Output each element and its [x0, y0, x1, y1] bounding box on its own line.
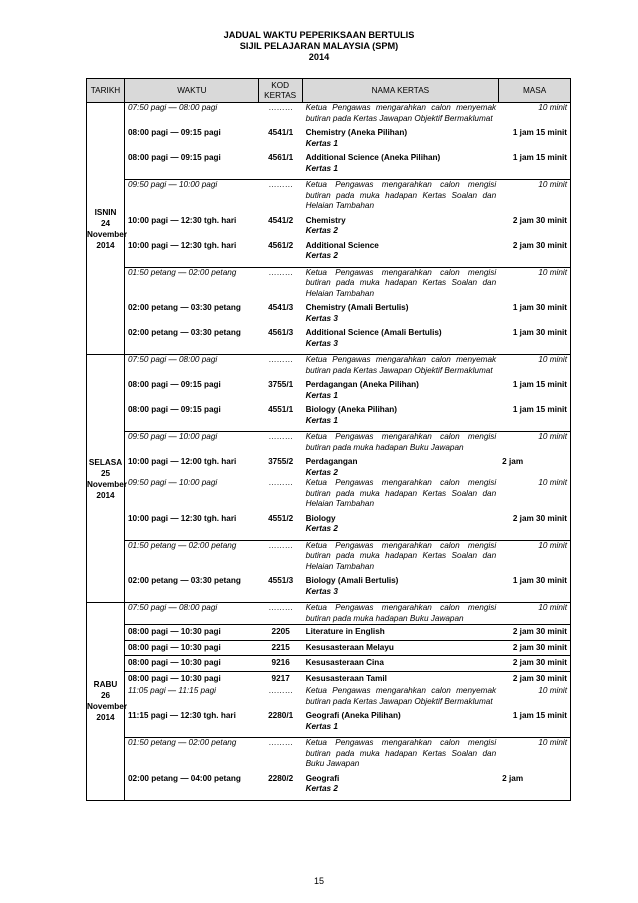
header-kod: KOD KERTAS [259, 79, 303, 102]
instruction-text: Ketua Pengawas mengarahkan calon mengisi butiran pada muka hadapan Buku Jawapan [305, 432, 497, 452]
date-line: ISNIN [94, 207, 117, 217]
header-nama: NAMA KERTAS [303, 79, 500, 102]
paper-name: Biology (Amali Bertulis) [305, 576, 399, 585]
exam-paper-row [125, 328, 570, 349]
paper-name-cell [303, 153, 500, 174]
paper-name: Perdagangan (Aneka Pilihan) [305, 380, 419, 389]
paper-code: ……… [268, 738, 293, 747]
date-line: 2014 [96, 240, 115, 250]
duration: 2 jam 30 minit [512, 627, 567, 636]
paper-code: 3755/2 [268, 457, 294, 466]
duration: 10 minit [538, 103, 567, 112]
duration: 1 jam 15 minit [512, 128, 567, 137]
header-masa: MASA [522, 86, 547, 95]
time-slot: 08:00 pagi — 10:30 pagi [128, 673, 221, 683]
duration: 2 jam 30 minit [512, 642, 567, 652]
time-slot: 09:50 pagi — 10:00 pagi [128, 478, 218, 487]
paper-code: ……… [268, 540, 293, 550]
header-group [125, 79, 571, 103]
paper-code: 4561/1 [268, 153, 294, 162]
paper-name: Geografi (Aneka Pilihan) [305, 711, 401, 720]
paper-code: 2205 [271, 627, 290, 636]
instruction-text: Ketua Pengawas mengarahkan calon mengisi butiran pada muka hadapan Kertas Soalan dan Buku Jawapan [305, 738, 497, 768]
exam-paper-row [125, 655, 570, 671]
paper-name: Additional Science [305, 240, 379, 250]
exam-paper-row [125, 640, 570, 656]
duration: 10 minit [538, 478, 567, 487]
paper-number: Kertas 2 [305, 467, 338, 477]
paper-name-cell [303, 674, 500, 685]
instruction-text: Ketua Pengawas mengarahkan calon mengisi butiran pada muka hadapan Kertas Soalan dan Helaian Tambahan [305, 478, 497, 508]
paper-name-cell [303, 405, 500, 426]
exam-timetable [86, 78, 571, 801]
session-block [125, 179, 570, 267]
time-slot: 08:00 pagi — 10:30 pagi [128, 658, 221, 667]
session-spacer [125, 795, 570, 800]
day-sessions-cell [125, 103, 571, 355]
exam-paper-row [125, 671, 570, 687]
paper-name-cell [303, 328, 500, 349]
exam-paper-row [125, 514, 570, 535]
paper-code: 9217 [271, 673, 290, 683]
paper-number: Kertas 1 [305, 138, 338, 148]
day-date-cell [87, 603, 128, 801]
day-sessions-cell [125, 603, 571, 801]
duration: 10 minit [538, 267, 567, 277]
paper-name-cell [303, 380, 500, 401]
paper-name: Chemistry (Amali Bertulis) [305, 303, 409, 312]
paper-name: Chemistry (Aneka Pilihan) [305, 128, 408, 137]
day-date-cell [87, 103, 128, 355]
instruction-text: Ketua Pengawas mengarahkan calon menyemak butiran pada Kertas Jawapan Objektif Bermaklumat [305, 355, 497, 375]
exam-paper-row [125, 153, 570, 174]
exam-paper-row [125, 303, 570, 324]
date-line: 2014 [96, 490, 115, 500]
paper-name-cell [303, 241, 500, 262]
exam-paper-row [125, 576, 570, 597]
session-block [125, 540, 570, 603]
paper-number: Kertas 2 [305, 226, 338, 235]
paper-code: ……… [268, 355, 293, 364]
paper-code: 2215 [271, 642, 290, 652]
instruction-text: Ketua Pengawas mengarahkan calon mengisi butiran pada muka hadapan Kertas Soalan dan Helaian Tambahan [305, 267, 497, 298]
table-header-row [87, 79, 571, 103]
exam-paper-row [125, 457, 570, 478]
session-block [125, 737, 570, 800]
time-slot: 01:50 petang — 02:00 petang [128, 738, 237, 747]
date-line: 25 [100, 468, 111, 478]
duration: 2 jam [502, 457, 524, 466]
time-slot: 10:00 pagi — 12:30 tgh. hari [128, 513, 237, 523]
instruction-text: Ketua Pengawas mengarahkan calon mengisi butiran pada muka hadapan Kertas Soalan dan Helaian Tambahan [305, 180, 497, 210]
paper-code: 4561/3 [268, 328, 294, 337]
paper-number: Kertas 2 [305, 784, 338, 793]
day-row [87, 603, 571, 801]
instruction-row [125, 180, 570, 212]
instruction-row [125, 686, 570, 707]
paper-name-cell [303, 738, 500, 770]
paper-code: ……… [268, 180, 293, 189]
duration: 10 minit [538, 180, 567, 189]
paper-code: 4541/1 [268, 128, 294, 137]
time-slot: 08:00 pagi — 09:15 pagi [128, 128, 221, 137]
paper-name-cell [303, 268, 500, 300]
time-slot: 10:00 pagi — 12:30 tgh. hari [128, 215, 237, 225]
paper-number: Kertas 3 [305, 338, 338, 348]
page-number: 15 [313, 876, 324, 886]
paper-code: 3755/1 [268, 380, 294, 389]
paper-code: 4551/3 [268, 576, 294, 585]
time-slot: 08:00 pagi — 09:15 pagi [128, 153, 221, 162]
document-title: JADUAL WAKTU PEPERIKSAAN BERTULIS [223, 30, 415, 40]
date-line: November [87, 479, 128, 489]
paper-code: 4561/2 [268, 240, 294, 250]
session-block [125, 103, 570, 179]
paper-name-cell [303, 541, 500, 573]
paper-name-cell [303, 514, 500, 535]
paper-number: Kertas 1 [305, 390, 338, 400]
paper-code: 2280/2 [268, 773, 294, 783]
time-slot: 08:00 pagi — 10:30 pagi [128, 642, 221, 652]
paper-name-cell [303, 658, 500, 669]
paper-name-cell [303, 180, 500, 212]
time-slot: 08:00 pagi — 10:30 pagi [128, 627, 221, 636]
paper-number: Kertas 2 [305, 524, 338, 533]
duration: 1 jam 15 minit [512, 405, 567, 414]
day-row [87, 103, 571, 355]
time-slot: 01:50 petang — 02:00 petang [128, 540, 237, 550]
session-spacer [125, 349, 570, 354]
duration: 1 jam 15 minit [512, 380, 567, 389]
time-slot: 07:50 pagi — 08:00 pagi [128, 103, 218, 112]
duration: 1 jam 30 minit [512, 328, 567, 337]
session-block [125, 431, 570, 540]
date-line: November [87, 229, 128, 239]
time-slot: 08:00 pagi — 09:15 pagi [128, 380, 221, 389]
paper-name: Kesusasteraan Cina [305, 658, 384, 667]
exam-paper-row [125, 405, 570, 426]
paper-code: 2280/1 [268, 711, 294, 720]
time-slot: 11:05 pagi — 11:15 pagi [128, 686, 217, 695]
paper-name-cell [303, 711, 500, 732]
time-slot: 10:00 pagi — 12:30 tgh. hari [128, 240, 237, 250]
session-spacer [125, 597, 570, 602]
paper-name: Literature in English [305, 627, 385, 636]
paper-name-cell [303, 355, 500, 376]
time-slot: 02:00 petang — 03:30 petang [128, 576, 241, 585]
duration: 2 jam 30 minit [512, 673, 567, 683]
paper-name-cell [303, 303, 500, 324]
paper-name: Biology (Aneka Pilihan) [305, 405, 398, 414]
paper-code: ……… [268, 103, 293, 112]
paper-name: Perdagangan [305, 457, 358, 466]
time-slot: 09:50 pagi — 10:00 pagi [128, 432, 218, 441]
paper-name: Additional Science (Aneka Pilihan) [305, 153, 441, 162]
paper-name: Additional Science (Amali Bertulis) [305, 328, 442, 337]
time-slot: 07:50 pagi — 08:00 pagi [128, 603, 218, 612]
time-slot: 01:50 petang — 02:00 petang [128, 267, 237, 277]
time-slot: 02:00 petang — 04:00 petang [128, 773, 241, 783]
paper-name-cell [303, 103, 500, 124]
duration: 1 jam 15 minit [512, 711, 567, 720]
instruction-row [125, 541, 570, 573]
time-slot: 02:00 petang — 03:30 petang [128, 328, 241, 337]
paper-name: Geografi [305, 773, 340, 783]
duration: 2 jam 30 minit [512, 215, 567, 225]
paper-name-cell [303, 627, 500, 638]
paper-name-cell [303, 432, 500, 453]
paper-code: ……… [268, 432, 293, 441]
time-slot: 08:00 pagi — 09:15 pagi [128, 405, 221, 414]
paper-code: 4541/2 [268, 215, 294, 225]
instruction-row [125, 603, 570, 624]
date-line: 2014 [96, 713, 115, 723]
instruction-row [125, 268, 570, 300]
day-date-cell [87, 355, 128, 603]
paper-name-cell [303, 643, 500, 654]
date-line: RABU [93, 680, 118, 690]
duration: 10 minit [538, 355, 567, 364]
duration: 10 minit [538, 738, 567, 747]
paper-number: Kertas 3 [305, 586, 338, 596]
paper-number: Kertas 1 [305, 721, 338, 731]
session-block [125, 603, 570, 737]
exam-paper-row [125, 216, 570, 237]
paper-name: Biology [305, 513, 336, 523]
time-slot: 11:15 pagi — 12:30 tgh. hari [128, 711, 236, 720]
exam-paper-row [125, 774, 570, 795]
date-line: 24 [100, 218, 111, 228]
paper-code: 4551/1 [268, 405, 294, 414]
paper-name-cell [303, 457, 500, 478]
paper-code: 4541/3 [268, 303, 294, 312]
paper-number: Kertas 2 [305, 251, 338, 260]
paper-name-cell [303, 686, 500, 707]
paper-name: Kesusasteraan Tamil [305, 673, 387, 683]
instruction-text: Ketua Pengawas mengarahkan calon menyemak butiran pada Kertas Jawapan Objektif Bermaklumat [305, 103, 497, 123]
date-line: 26 [100, 691, 111, 701]
day-sessions-cell [125, 355, 571, 603]
instruction-row [125, 355, 570, 376]
duration: 10 minit [538, 432, 567, 441]
exam-paper-row [125, 128, 570, 149]
instruction-row [125, 432, 570, 453]
duration: 10 minit [538, 540, 567, 550]
instruction-row [125, 738, 570, 770]
day-row [87, 355, 571, 603]
time-slot: 10:00 pagi — 12:00 tgh. hari [128, 457, 237, 466]
paper-code: 9216 [271, 658, 290, 667]
duration: 2 jam [502, 773, 524, 783]
paper-name-cell [303, 478, 500, 510]
paper-number: Kertas 1 [305, 415, 338, 425]
header-waktu: WAKTU [125, 79, 259, 102]
exam-paper-row [125, 624, 570, 640]
paper-code: ……… [268, 478, 293, 487]
exam-paper-row [125, 711, 570, 732]
duration: 1 jam 30 minit [512, 303, 567, 312]
paper-code: ……… [268, 686, 293, 695]
instruction-row [125, 478, 570, 510]
time-slot: 07:50 pagi — 08:00 pagi [128, 355, 218, 364]
paper-name-cell [303, 576, 500, 597]
instruction-row [125, 103, 570, 124]
date-line: November [87, 702, 128, 712]
session-block [125, 355, 570, 431]
instruction-text: Ketua Pengawas mengarahkan calon menyemak butiran pada Kertas Jawapan Objektif Bermaklumat [305, 686, 497, 706]
paper-name-cell [303, 216, 500, 237]
document-subtitle: SIJIL PELAJARAN MALAYSIA (SPM) [239, 41, 399, 51]
instruction-text: Ketua Pengawas mengarahkan calon mengisi butiran pada muka hadapan Buku Jawapan [305, 603, 497, 623]
duration: 10 minit [538, 603, 567, 612]
paper-number: Kertas 3 [305, 313, 338, 323]
duration: 1 jam 30 minit [512, 576, 567, 585]
duration: 2 jam 30 minit [512, 513, 567, 523]
paper-name-cell [303, 774, 500, 795]
paper-name: Kesusasteraan Melayu [305, 642, 394, 652]
exam-paper-row [125, 241, 570, 262]
duration: 1 jam 15 minit [512, 153, 567, 162]
duration: 2 jam 30 minit [512, 240, 567, 250]
paper-name-cell [303, 128, 500, 149]
paper-code: ……… [268, 267, 293, 277]
document-year: 2014 [308, 52, 330, 62]
paper-code: ……… [268, 603, 293, 612]
paper-code: 4551/2 [268, 513, 294, 523]
header-tarikh: TARIKH [87, 79, 125, 103]
instruction-text: Ketua Pengawas mengarahkan calon mengisi butiran pada muka hadapan Kertas Soalan dan Helaian Tambahan [305, 540, 497, 571]
paper-name: Chemistry [305, 215, 346, 225]
session-block [125, 267, 570, 355]
exam-paper-row [125, 380, 570, 401]
time-slot: 09:50 pagi — 10:00 pagi [128, 180, 218, 189]
paper-number: Kertas 1 [305, 163, 338, 173]
duration: 10 minit [538, 686, 567, 695]
date-line: SELASA [88, 457, 123, 467]
duration: 2 jam 30 minit [512, 658, 567, 667]
timetable-body [87, 103, 571, 801]
time-slot: 02:00 petang — 03:30 petang [128, 303, 241, 312]
paper-name-cell [303, 603, 500, 624]
